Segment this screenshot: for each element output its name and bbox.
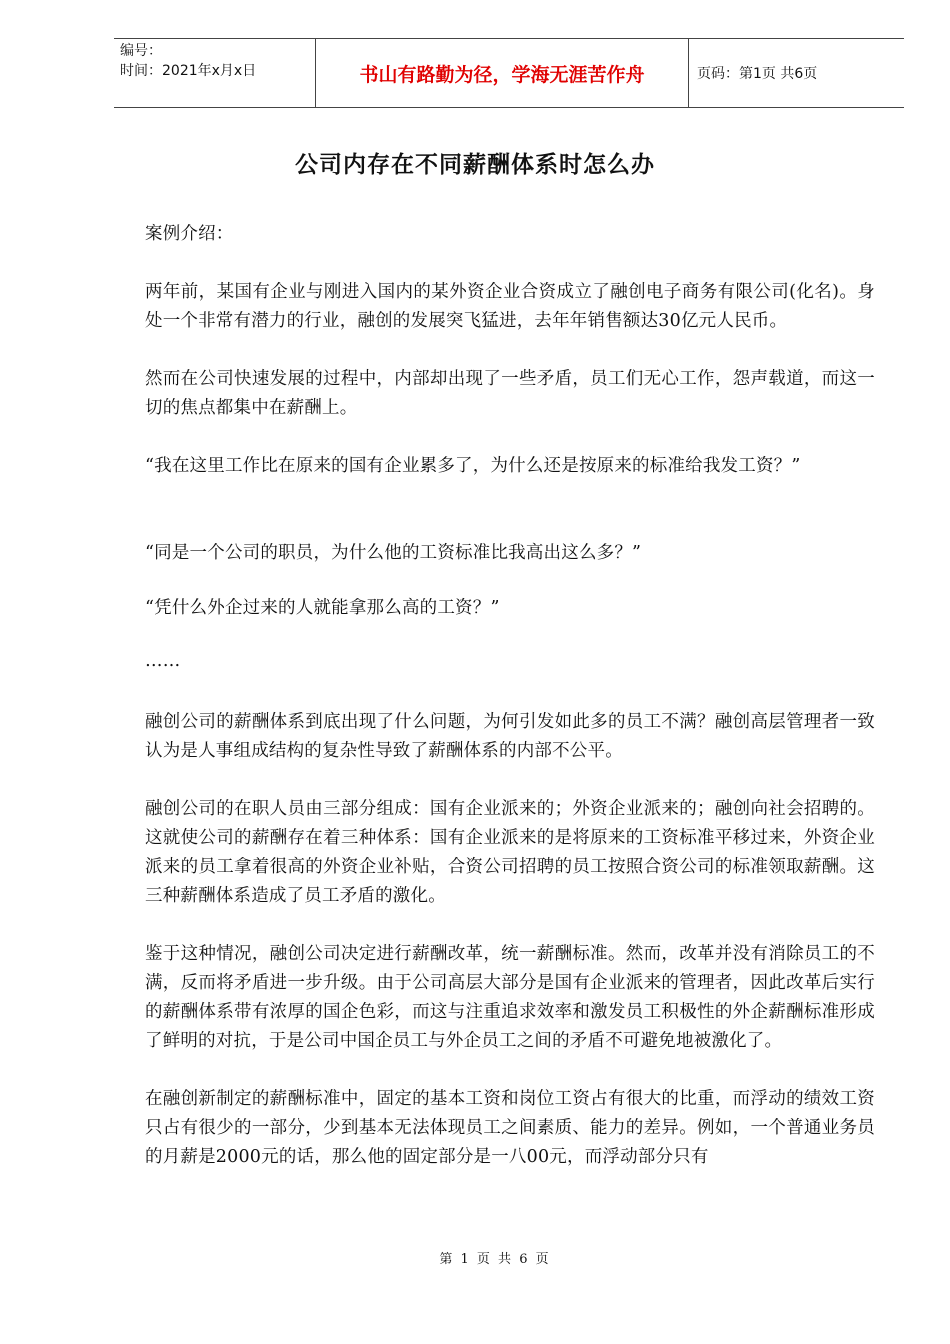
paragraph: 两年前，某国有企业与刚进入国内的某外资企业合资成立了融创电子商务有限公司(化名)。身处一个非常有潜力的行业，融创的发展突飞猛进，去年年销售额达30亿元人民币。 bbox=[145, 282, 875, 331]
ellipsis-paragraph: …… bbox=[145, 651, 181, 671]
header-motto: 书山有路勤为径，学海无涯苦作舟 bbox=[315, 39, 689, 107]
document-number-label: 编号： bbox=[120, 43, 162, 59]
page-footer: 第 1 页 共 6 页 bbox=[439, 1252, 551, 1267]
header-meta bbox=[114, 39, 315, 107]
quote-paragraph: “凭什么外企过来的人就能拿那么高的工资？” bbox=[145, 598, 500, 618]
document-body bbox=[145, 220, 875, 1172]
quote-paragraph: “我在这里工作比在原来的国有企业累多了，为什么还是按原来的标准给我发工资？” bbox=[145, 456, 801, 476]
paragraph: 鉴于这种情况，融创公司决定进行薪酬改革，统一薪酬标准。然而，改革并没有消除员工的不满，反而将矛盾进一步升级。由于公司高层大部分是国有企业派来的管理者，因此改革后实行的薪酬体系带有浓厚的国企色彩，而这与注重追求效率和激发员工积极性的外企薪酬标准形成了鲜明的对抗，于是公司中国企员工与外企员工之间的矛盾不可避免地被激化了。 bbox=[145, 944, 875, 1051]
paragraph: 在融创新制定的薪酬标准中，固定的基本工资和岗位工资占有很大的比重，而浮动的绩效工资只占有很少的一部分，少到基本无法体现员工之间素质、能力的差异。例如，一个普通业务员的月薪是2000元的话，那么他的固定部分是一八00元，而浮动部分只有 bbox=[145, 1089, 875, 1167]
paragraph-intro-label: 案例介绍： bbox=[145, 224, 234, 244]
paragraph: 融创公司的在职人员由三部分组成：国有企业派来的；外资企业派来的；融创向社会招聘的。这就使公司的薪酬存在着三种体系：国有企业派来的是将原来的工资标准平移过来，外资企业派来的员工拿着很高的外资企业补贴，合资公司招聘的员工按照合资公司的标准领取薪酬。这三种薪酬体系造成了员工矛盾的激化。 bbox=[145, 799, 875, 906]
quote-paragraph: “同是一个公司的职员，为什么他的工资标准比我高出这么多？” bbox=[145, 543, 642, 563]
paragraph: 然而在公司快速发展的过程中，内部却出现了一些矛盾，员工们无心工作，怨声载道，而这一切的焦点都集中在薪酬上。 bbox=[145, 369, 875, 418]
document-time-label: 时间：2021年x月x日 bbox=[120, 63, 257, 79]
page-header bbox=[114, 38, 904, 108]
paragraph: 融创公司的薪酬体系到底出现了什么问题，为何引发如此多的员工不满？融创高层管理者一致认为是人事组成结构的复杂性导致了薪酬体系的内部不公平。 bbox=[145, 712, 875, 761]
document-title: 公司内存在不同薪酬体系时怎么办 bbox=[295, 152, 655, 178]
header-page-label: 页码：第1页 共6页 bbox=[697, 66, 818, 82]
